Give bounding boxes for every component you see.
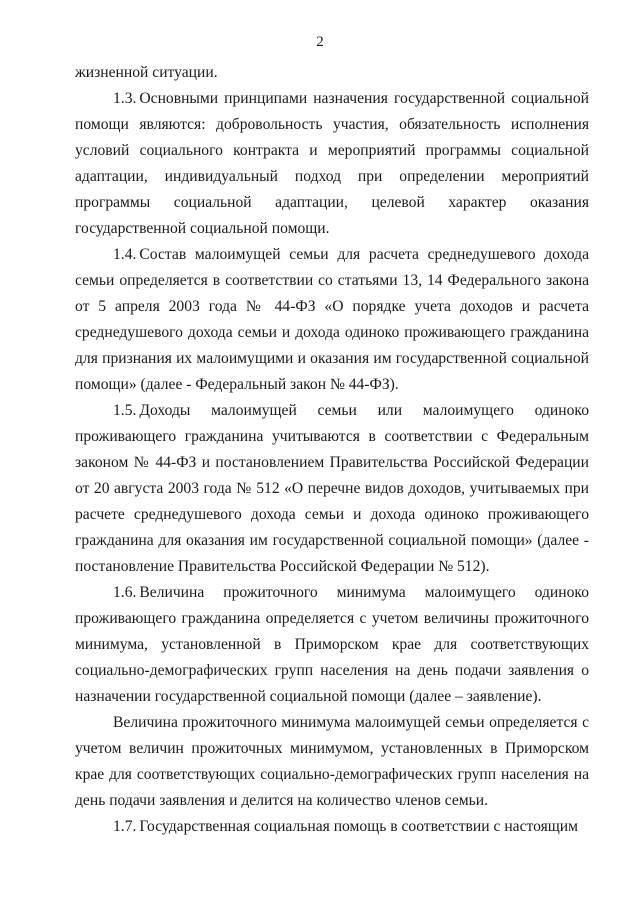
- paragraph-text: Государственная социальная помощь в соответствии с настоящим: [139, 818, 579, 835]
- item-number: 1.3.: [113, 90, 137, 107]
- paragraph-1-5: [75, 398, 589, 580]
- paragraph-text: Основными принципами назначения государственной социальной помощи являются: добровольность участия, обязательность исполнения условий социального контракта и мероприятий программы социальной адаптации, индивидуальный подход при определении мероприятий программы социальной адаптации, целевой характер оказания государственной социальной помощи.: [75, 90, 589, 237]
- document-body: [75, 60, 589, 840]
- paragraph-1-7: [75, 814, 589, 840]
- paragraph-text: Состав малоимущей семьи для расчета среднедушевого дохода семьи определяется в соответствии со статьями 13, 14 Федерального закона от 5 апреля 2003 года № 44-ФЗ «О порядке учета доходов и расчета среднедушевого дохода семьи и дохода одиноко проживающего гражданина для признания их малоимущими и оказания им государственной социальной помощи» (далее - Федеральный закон № 44-ФЗ).: [75, 246, 589, 393]
- paragraph-text: Величина прожиточного минимума малоимущего одиноко проживающего гражданина определяется с учетом величины прожиточного минимума, установленной в Приморском крае для соответствующих социально-демографических групп населения на день подачи заявления о назначении государственной социальной помощи (далее – заявление).: [75, 584, 589, 705]
- item-number: 1.6.: [113, 584, 137, 601]
- paragraph-1-6-cont: [75, 710, 589, 814]
- paragraph-1-4: [75, 242, 589, 398]
- page-number: 2: [316, 34, 324, 50]
- paragraph-1-3: [75, 86, 589, 242]
- paragraph-continuation: [75, 60, 589, 86]
- paragraph-text: жизненной ситуации.: [75, 64, 218, 81]
- paragraph-text: Доходы малоимущей семьи или малоимущего одиноко проживающего гражданина учитываются в соответствии с Федеральным законом № 44-ФЗ и постановлением Правительства Российской Федерации от 20 августа 2003 года № 512 «О перечне видов доходов, учитываемых при расчете среднедушевого дохода семьи и дохода одиноко проживающего гражданина для оказания им государственной социальной помощи» (далее - постановление Правительства Российской Федерации № 512).: [75, 402, 589, 575]
- item-number: 1.5.: [113, 402, 137, 419]
- paragraph-text: Величина прожиточного минимума малоимущей семьи определяется с учетом величин прожиточных минимумом, установленных в Приморском крае для соответствующих социально-демографических групп населения на день подачи заявления и делится на количество членов семьи.: [75, 714, 589, 809]
- paragraph-1-6: [75, 580, 589, 710]
- item-number: 1.4.: [113, 246, 137, 263]
- item-number: 1.7.: [113, 818, 137, 835]
